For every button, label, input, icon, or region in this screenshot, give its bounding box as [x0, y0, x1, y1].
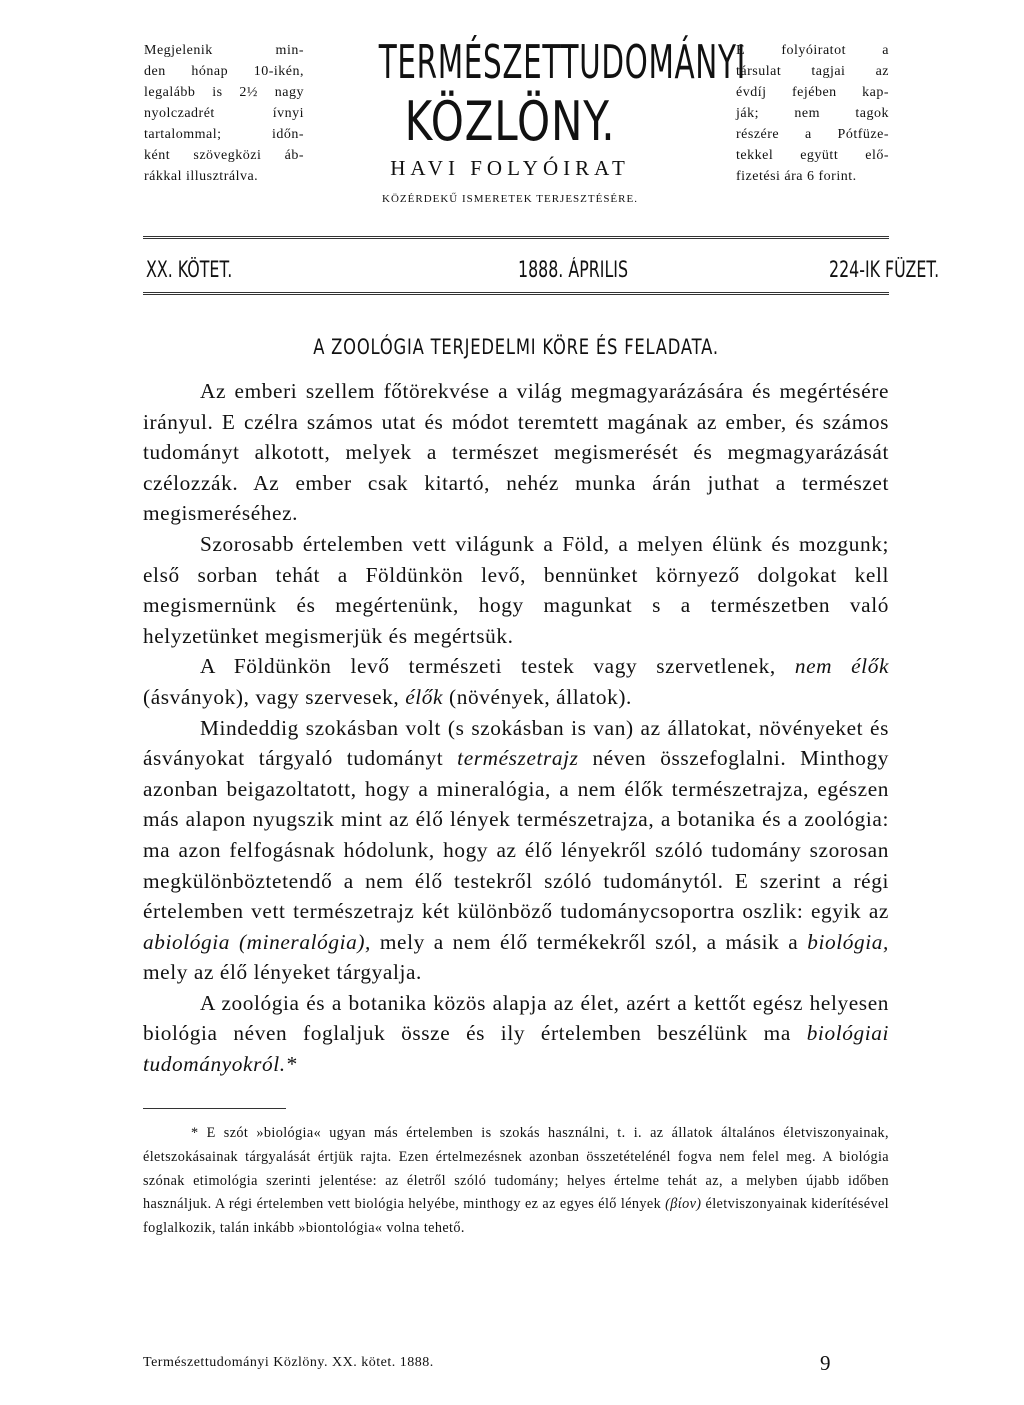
left-note-line: tartalommal; időn- — [144, 127, 304, 142]
journal-title: TERMÉSZETTUDOMÁNYI — [378, 35, 746, 89]
paragraph: Az emberi szellem főtörekvése a világ megmagyarázására és megértésére irányul. E czélra számos utat és módot teremtett magának az ember, és számos tudományt alkotott, melyek a természet megismerését és megmagyarázását czélozzák. Az ember csak kitartó, nehéz munka árán juthat a természet megismeréséhez. — [143, 379, 889, 526]
text-run: néven összefoglalni. Minthogy azonban beigazoltatott, hogy a mineralógia, a nem élők természetrajza, egészen más alapon nyugszik mint az élő lények természetrajza, a botanika és a zoológia: ma azon felfogásnak hódolunk, hogy az élő lényekről szóló tudomány szorosan megkülönböztetendő a nem élő testekről szóló tudománytól. E szerint a régi értelemben vett természetrajz két különböző tudománycsoportra oszlik: egyik az — [143, 746, 889, 924]
right-note-line: E folyóiratot a — [736, 43, 889, 58]
paragraph — [143, 988, 889, 1080]
left-note-line: rákkal illusztrálva. — [144, 169, 259, 184]
italic-term: élők — [405, 684, 444, 709]
right-note-line: fizetési ára 6 forint. — [736, 169, 857, 184]
left-note-line: nyolczadrét ívnyi — [144, 106, 304, 121]
journal-frequency: HAVI FOLYÓIRAT — [390, 156, 630, 180]
left-note-line: den hónap 10-ikén, — [144, 64, 304, 79]
page-number: 9 — [820, 1351, 831, 1375]
paragraph — [143, 713, 889, 988]
text-run: A Földünkön levő természeti testek vagy szervetlenek, — [200, 654, 776, 679]
italic-term: természetrajz — [457, 746, 579, 771]
italic-term: abiológia — [143, 929, 231, 954]
left-note-line: Megjelenik min- — [144, 43, 304, 58]
footnote — [143, 1122, 889, 1241]
left-note-line: ként szövegközi áb- — [144, 148, 304, 163]
paragraph: Szorosabb értelemben vett világunk a Föld, a melyen élünk és mozgunk; első sorban tehát a Földünkön levő, bennünket környező dolgokat kell megismernünk és megértenünk, hogy magunkat s a természetben való helyzetünket megismerjük és megértsük. — [143, 531, 889, 648]
text-run: mely a nem élő termékekről szól, a másik a — [379, 929, 799, 954]
italic-term: biológia, — [807, 929, 889, 954]
right-note-line: évdíj fejében kap- — [736, 85, 889, 100]
masthead-right-note — [736, 40, 889, 187]
issue-line — [143, 254, 940, 288]
text-run: Mindeddig szokásban volt (s szokásban is van) az állatokat, növényeket és ásványokat tárgyaló tudományt — [143, 715, 889, 771]
issue-date: 1888. ÁPRILIS — [518, 258, 629, 283]
text-run: * E szót »biológia« ugyan más értelemben is szokás használni, t. i. az állatok általános életviszonyainak, életszokásainak tárgyalását értjük rajta. Ezen értelmezésnek azonban összetételénél fogva nem felel meg. A biológia szónak etimológia szerinti jelentése: az életről szóló tudomány; helyes értelme tehát az, a melyben újabb időben használjuk. A régi értelemben vett biológia helyébe, minthogy ez az egyes élő lények — [143, 1125, 889, 1213]
right-note-line: ják; nem tagok — [736, 106, 889, 121]
italic-term: biológiai tudományokról.* — [143, 1021, 889, 1077]
italic-term: nem élők — [794, 654, 889, 679]
issue-number: 224-IK FÜZET. — [829, 258, 940, 283]
footer-journal: Természettudományi Közlöny. XX. kötet. 1888. — [143, 1355, 434, 1370]
text-run: életviszonyainak kiderítésével foglalkozik, talán inkább »biontológia« volna tehető. — [143, 1196, 889, 1237]
issue-volume: XX. KÖTET. — [146, 258, 233, 283]
article-title-text: A ZOOLÓGIA TERJEDELMI KÖRE ÉS FELADATA. — [313, 335, 719, 359]
greek-term: (βίον) — [665, 1196, 702, 1213]
article-title — [143, 335, 889, 359]
right-note-line: társulat tagjai az — [736, 64, 889, 79]
masthead-divider-top — [143, 236, 889, 239]
left-note-line: legalább is 2½ nagy — [144, 85, 304, 100]
journal-subtitle: KÖZLÖNY. — [404, 90, 616, 153]
paragraph — [143, 651, 889, 712]
italic-term: (mineralógia), — [238, 929, 371, 954]
masthead-left-note — [144, 40, 304, 187]
text-run: mely az élő lényeket tárgyalja. — [143, 960, 422, 985]
text-run: (ásványok), vagy szervesek, — [143, 684, 400, 709]
footnote-text — [143, 1122, 889, 1241]
right-note-line: részére a Pótfüze- — [736, 127, 889, 142]
text-run: (növények, állatok). — [449, 684, 632, 709]
journal-tagline: KÖZÉRDEKŰ ISMERETEK TERJESZTÉSÉRE. — [382, 193, 638, 205]
masthead-divider-bottom — [143, 292, 889, 295]
article-body — [143, 376, 889, 1080]
masthead — [305, 30, 746, 205]
footnote-divider — [143, 1108, 286, 1109]
text-run: A zoológia és a botanika közös alapja az élet, azért a kettőt egész helyesen biológia néven foglaljuk össze és ily értelemben beszélünk ma — [143, 990, 889, 1046]
right-note-line: tekkel együtt elő- — [736, 148, 889, 163]
